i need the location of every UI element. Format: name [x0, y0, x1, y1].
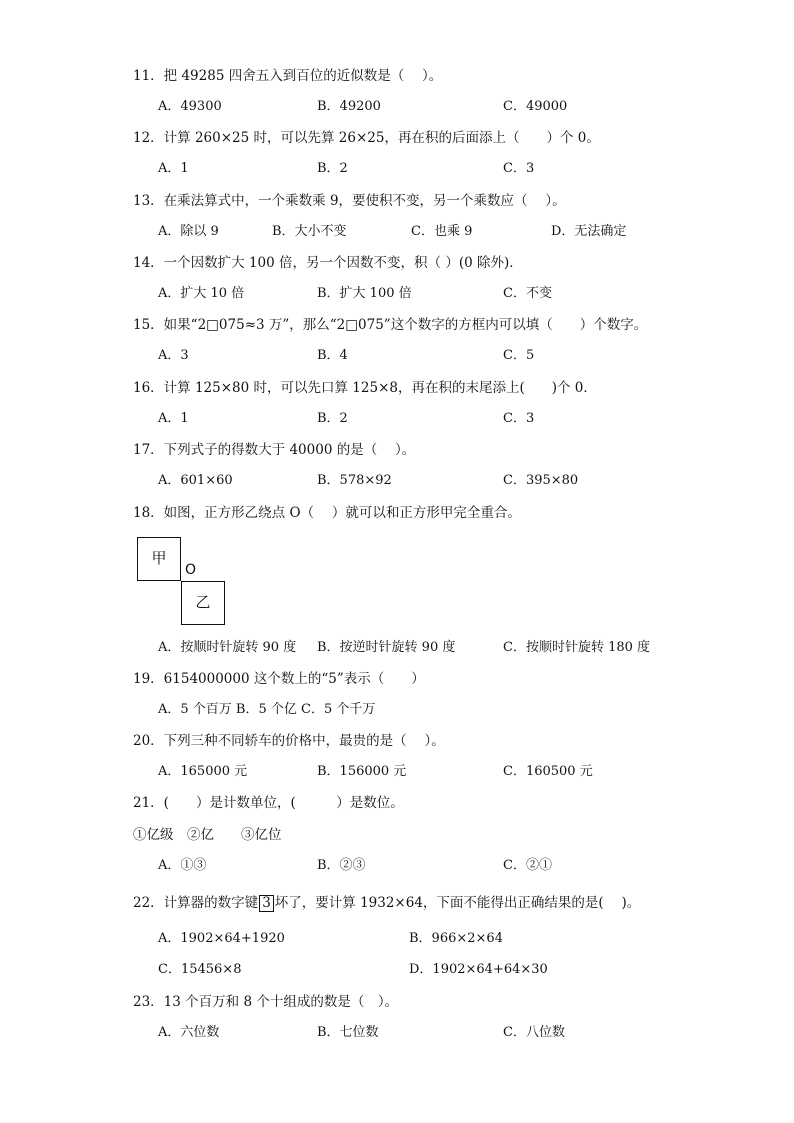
- q16-option-b[interactable]: B．2: [317, 411, 348, 426]
- q21-option-c[interactable]: C．②①: [503, 858, 552, 873]
- q16-option-a[interactable]: A．1: [158, 411, 189, 426]
- q22-option-c[interactable]: C．15456×8: [158, 962, 242, 977]
- calculator-key-3: 3: [259, 895, 274, 912]
- question-11: 11．把 49285 四舍五入到百位的近似数是（ ）。: [133, 68, 443, 84]
- q15-option-a[interactable]: A．3: [158, 348, 189, 363]
- q14-option-c[interactable]: C．不变: [503, 286, 552, 301]
- q23-option-a[interactable]: A．六位数: [158, 1025, 220, 1040]
- q20-option-b[interactable]: B．156000 元: [317, 764, 407, 779]
- q18-option-a[interactable]: A．按顺时针旋转 90 度: [158, 640, 297, 655]
- q15-option-c[interactable]: C．5: [503, 348, 535, 363]
- q14-option-b[interactable]: B．扩大 100 倍: [317, 286, 412, 301]
- q17-option-b[interactable]: B．578×92: [317, 473, 392, 488]
- question-23: 23．13 个百万和 8 个十组成的数是（ ）。: [133, 994, 399, 1010]
- question-20: 20．下列三种不同轿车的价格中，最贵的是（ ）。: [133, 733, 445, 749]
- question-15: 15．如果“2□075≈3 万”，那么“2□075”这个数字的方框内可以填（ ）个数字。: [133, 317, 648, 333]
- question-19: 19．6154000000 这个数上的“5”表示（ ）: [133, 671, 425, 687]
- question-13: 13．在乘法算式中，一个乘数乘 9，要使积不变，另一个乘数应（ ）。: [133, 193, 566, 209]
- q13-option-d[interactable]: D．无法确定: [551, 224, 627, 239]
- q16-option-c[interactable]: C．3: [503, 411, 535, 426]
- q19-options[interactable]: A．5 个百万 B．5 个亿 C．5 个千万: [158, 702, 376, 717]
- q20-option-c[interactable]: C．160500 元: [503, 764, 593, 779]
- q12-option-a[interactable]: A．1: [158, 161, 189, 176]
- q13-option-a[interactable]: A．除以 9: [158, 224, 219, 239]
- question-18: 18．如图，正方形乙绕点 O（ ）就可以和正方形甲完全重合。: [133, 505, 521, 521]
- q18-option-c[interactable]: C．按顺时针旋转 180 度: [503, 640, 651, 655]
- q17-option-a[interactable]: A．601×60: [158, 473, 233, 488]
- q23-option-c[interactable]: C．八位数: [503, 1025, 565, 1040]
- question-12: 12．计算 260×25 时，可以先算 26×25，再在积的后面添上（ ）个 0。: [133, 130, 600, 146]
- q22-stem-after: 坏了，要计算 1932×64，下面不能得出正确结果的是( )。: [274, 895, 641, 911]
- question-21: 21．( ）是计数单位，( ）是数位。: [133, 795, 404, 811]
- q17-option-c[interactable]: C．395×80: [503, 473, 579, 488]
- q11-option-c[interactable]: C．49000: [503, 99, 568, 114]
- q13-option-b[interactable]: B．大小不变: [272, 224, 347, 239]
- q12-option-b[interactable]: B．2: [317, 161, 348, 176]
- q13-option-c[interactable]: C．也乘 9: [411, 224, 473, 239]
- q21-choices: ①亿级 ②亿 ③亿位: [133, 827, 282, 843]
- q21-option-b[interactable]: B．②③: [317, 858, 366, 873]
- q22-option-b[interactable]: B．966×2×64: [409, 931, 503, 946]
- q22-option-a[interactable]: A．1902×64+1920: [158, 931, 285, 946]
- question-14: 14．一个因数扩大 100 倍，另一个因数不变，积（ ）(0 除外)．: [133, 255, 523, 271]
- square-jia: 甲: [137, 537, 181, 581]
- q11-option-b[interactable]: B．49200: [317, 99, 381, 114]
- point-o-label: O: [185, 562, 197, 578]
- q21-option-a[interactable]: A．①③: [158, 858, 207, 873]
- question-17: 17．下列式子的得数大于 40000 的是（ ）。: [133, 442, 416, 458]
- question-16: 16．计算 125×80 时，可以先口算 125×8，再在积的末尾添上( )个 0．: [133, 380, 597, 396]
- q18-option-b[interactable]: B．按逆时针旋转 90 度: [317, 640, 456, 655]
- q20-option-a[interactable]: A．165000 元: [158, 764, 248, 779]
- q22-stem-before: 22．计算器的数字键: [133, 895, 259, 911]
- question-22: [133, 894, 640, 912]
- q12-option-c[interactable]: C．3: [503, 161, 535, 176]
- square-yi: 乙: [181, 581, 225, 625]
- q11-option-a[interactable]: A．49300: [158, 99, 222, 114]
- q22-option-d[interactable]: D．1902×64+64×30: [409, 962, 548, 977]
- q14-option-a[interactable]: A．扩大 10 倍: [158, 286, 245, 301]
- q15-option-b[interactable]: B．4: [317, 348, 348, 363]
- q23-option-b[interactable]: B．七位数: [317, 1025, 379, 1040]
